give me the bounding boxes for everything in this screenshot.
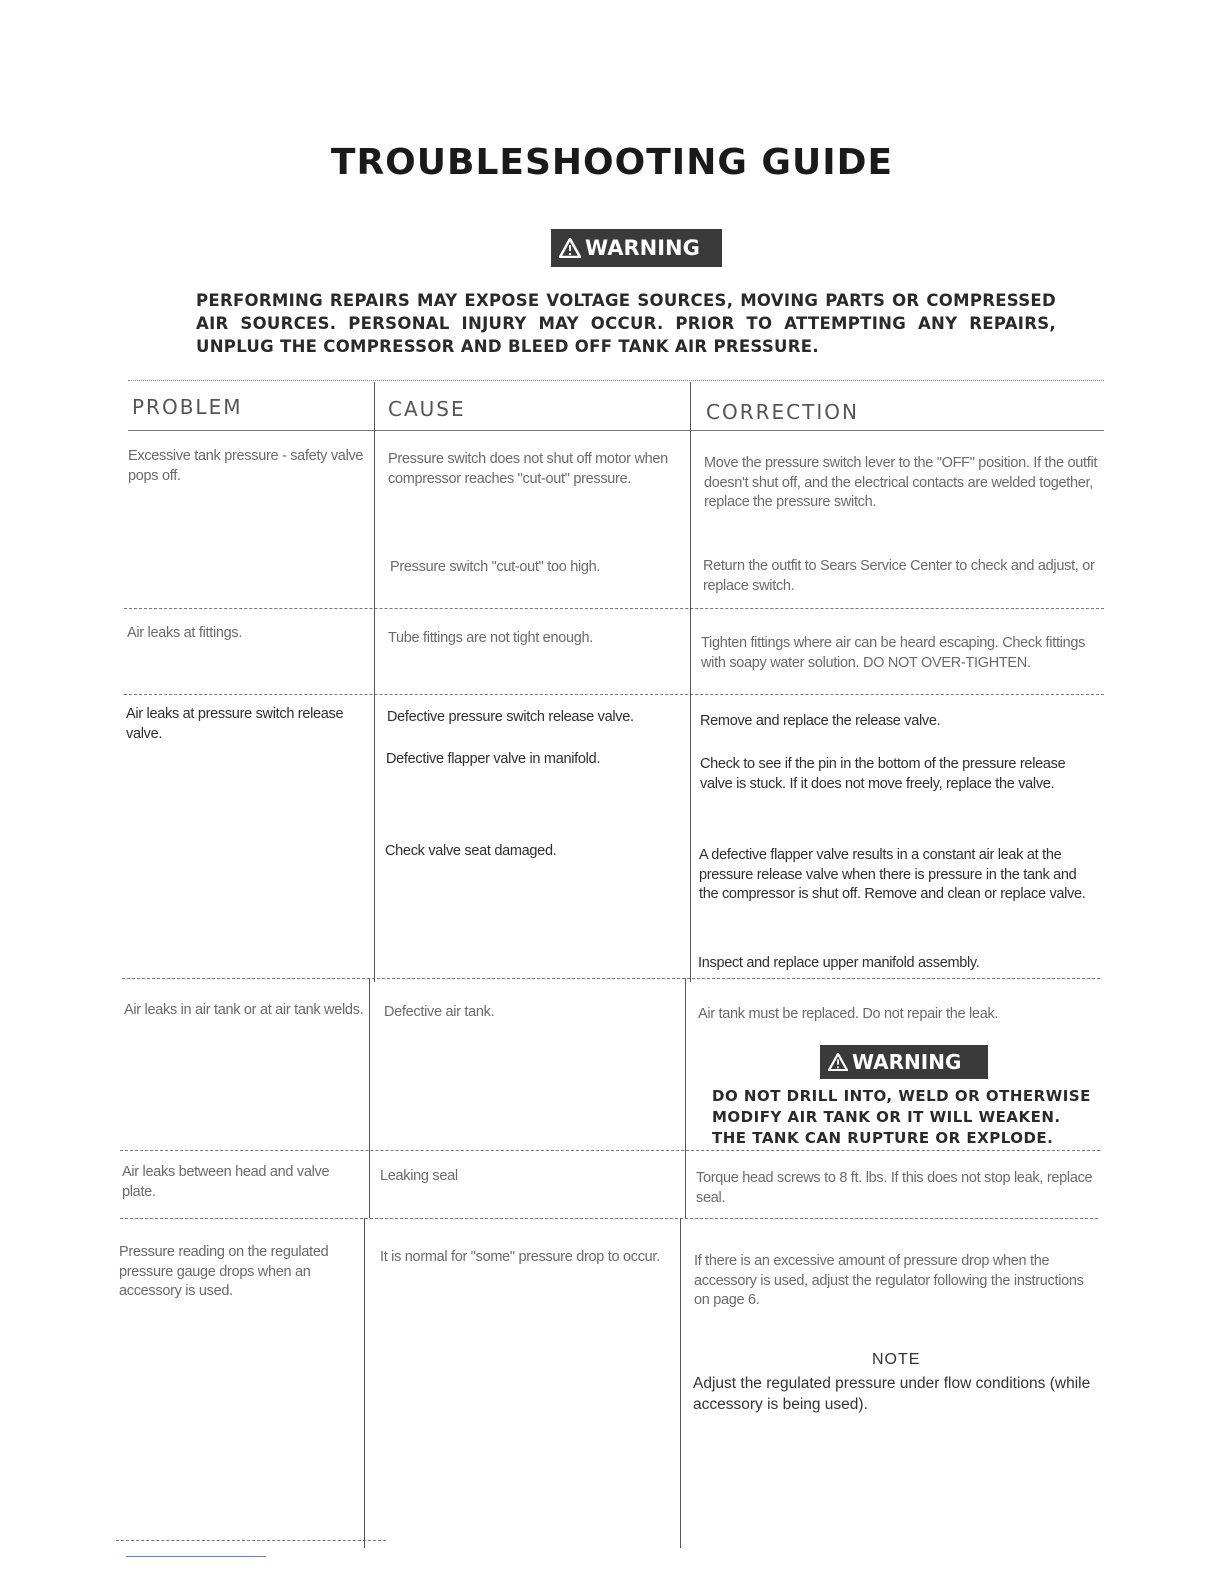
header-problem: PROBLEM: [132, 395, 243, 419]
column-divider: [369, 978, 370, 1218]
cause-cell: Defective flapper valve in manifold.: [386, 751, 601, 767]
table-bottom-rule: [116, 1540, 386, 1541]
header-cause: CAUSE: [388, 397, 466, 421]
tank-warning-badge: [820, 1045, 988, 1079]
row-divider: [124, 608, 1104, 609]
correction-cell: If there is an excessive amount of pressure drop when the accessory is used, adjust the regulator following the instructions on page 6.: [694, 1253, 1084, 1308]
table-top-rule: [128, 380, 1104, 381]
column-divider: [374, 382, 375, 982]
tank-warning-text: DO NOT DRILL INTO, WELD OR OTHERWISE MODIFY AIR TANK OR IT WILL WEAKEN. THE TANK CAN RUPTURE OR EXPLODE.: [712, 1087, 1091, 1147]
correction-cell: Air tank must be replaced. Do not repair the leak.: [698, 1006, 999, 1022]
cause-cell: Pressure switch "cut-out" too high.: [390, 559, 601, 575]
problem-cell: Excessive tank pressure - safety valve pops off.: [128, 448, 364, 484]
cause-cell: It is normal for "some" pressure drop to occur.: [380, 1249, 660, 1265]
warning-label: WARNING: [585, 236, 700, 260]
correction-cell: Inspect and replace upper manifold assembly.: [698, 955, 980, 971]
cause-cell: Leaking seal: [380, 1168, 458, 1184]
warning-triangle-icon: [828, 1053, 848, 1071]
cause-cell: Pressure switch does not shut off motor when compressor reaches "cut-out" pressure.: [388, 451, 668, 487]
correction-cell: A defective flapper valve results in a constant air leak at the pressure release valve when there is pressure in the tank and the compressor is shut off. Remove and clean or replace valve.: [699, 847, 1086, 902]
note-text: Adjust the regulated pressure under flow conditions (while accessory is being used).: [693, 1375, 1091, 1413]
problem-cell: Air leaks between head and valve plate.: [122, 1164, 330, 1200]
warning-label: WARNING: [852, 1050, 962, 1074]
cause-cell: Tube fittings are not tight enough.: [388, 630, 593, 646]
correction-cell: Check to see if the pin in the bottom of the pressure release valve is stuck. If it does not move freely, replace the valve.: [700, 756, 1066, 792]
correction-cell: Move the pressure switch lever to the "OFF" position. If the outfit doesn't shut off, and the electrical contacts are welded together, replace the pressure switch.: [704, 455, 1098, 510]
intro-warning-text: PERFORMING REPAIRS MAY EXPOSE VOLTAGE SOURCES, MOVING PARTS OR COMPRESSED AIR SOURCES. PERSONAL INJURY MAY OCCUR. PRIOR TO ATTEMPTING ANY REPAIRS, UNPLUG THE COMPRESSOR AND BLEED OFF TANK AIR PRESSURE.: [196, 291, 1056, 356]
row-divider: [120, 1218, 1098, 1219]
problem-cell: Air leaks in air tank or at air tank welds.: [124, 1002, 364, 1018]
problem-cell: Pressure reading on the regulated pressure gauge drops when an accessory is used.: [119, 1244, 329, 1299]
header-correction: CORRECTION: [706, 400, 859, 424]
header-rule: [128, 430, 1104, 431]
warning-triangle-icon: [559, 238, 581, 258]
page-title: TROUBLESHOOTING GUIDE: [330, 142, 894, 183]
correction-cell: Tighten fittings where air can be heard escaping. Check fittings with soapy water solution. DO NOT OVER-TIGHTEN.: [701, 635, 1086, 671]
correction-cell: Remove and replace the release valve.: [700, 713, 941, 729]
column-divider: [680, 1218, 681, 1548]
cause-cell: Defective air tank.: [384, 1004, 495, 1020]
warning-badge: [551, 229, 722, 267]
column-divider: [690, 382, 691, 982]
cause-cell: Defective pressure switch release valve.: [387, 709, 634, 725]
problem-cell: Air leaks at fittings.: [127, 625, 243, 641]
column-divider: [364, 1218, 365, 1548]
row-divider: [122, 978, 1100, 979]
problem-cell: Air leaks at pressure switch release valve.: [126, 706, 344, 742]
column-divider: [685, 978, 686, 1218]
correction-cell: Torque head screws to 8 ft. lbs. If this does not stop leak, replace seal.: [696, 1170, 1093, 1206]
row-divider: [124, 694, 1104, 695]
note-title: NOTE: [872, 1351, 921, 1368]
correction-cell: Return the outfit to Sears Service Center to check and adjust, or replace switch.: [703, 558, 1095, 594]
page-edge-rule: [126, 1556, 266, 1557]
row-divider: [120, 1150, 1100, 1151]
cause-cell: Check valve seat damaged.: [385, 843, 557, 859]
